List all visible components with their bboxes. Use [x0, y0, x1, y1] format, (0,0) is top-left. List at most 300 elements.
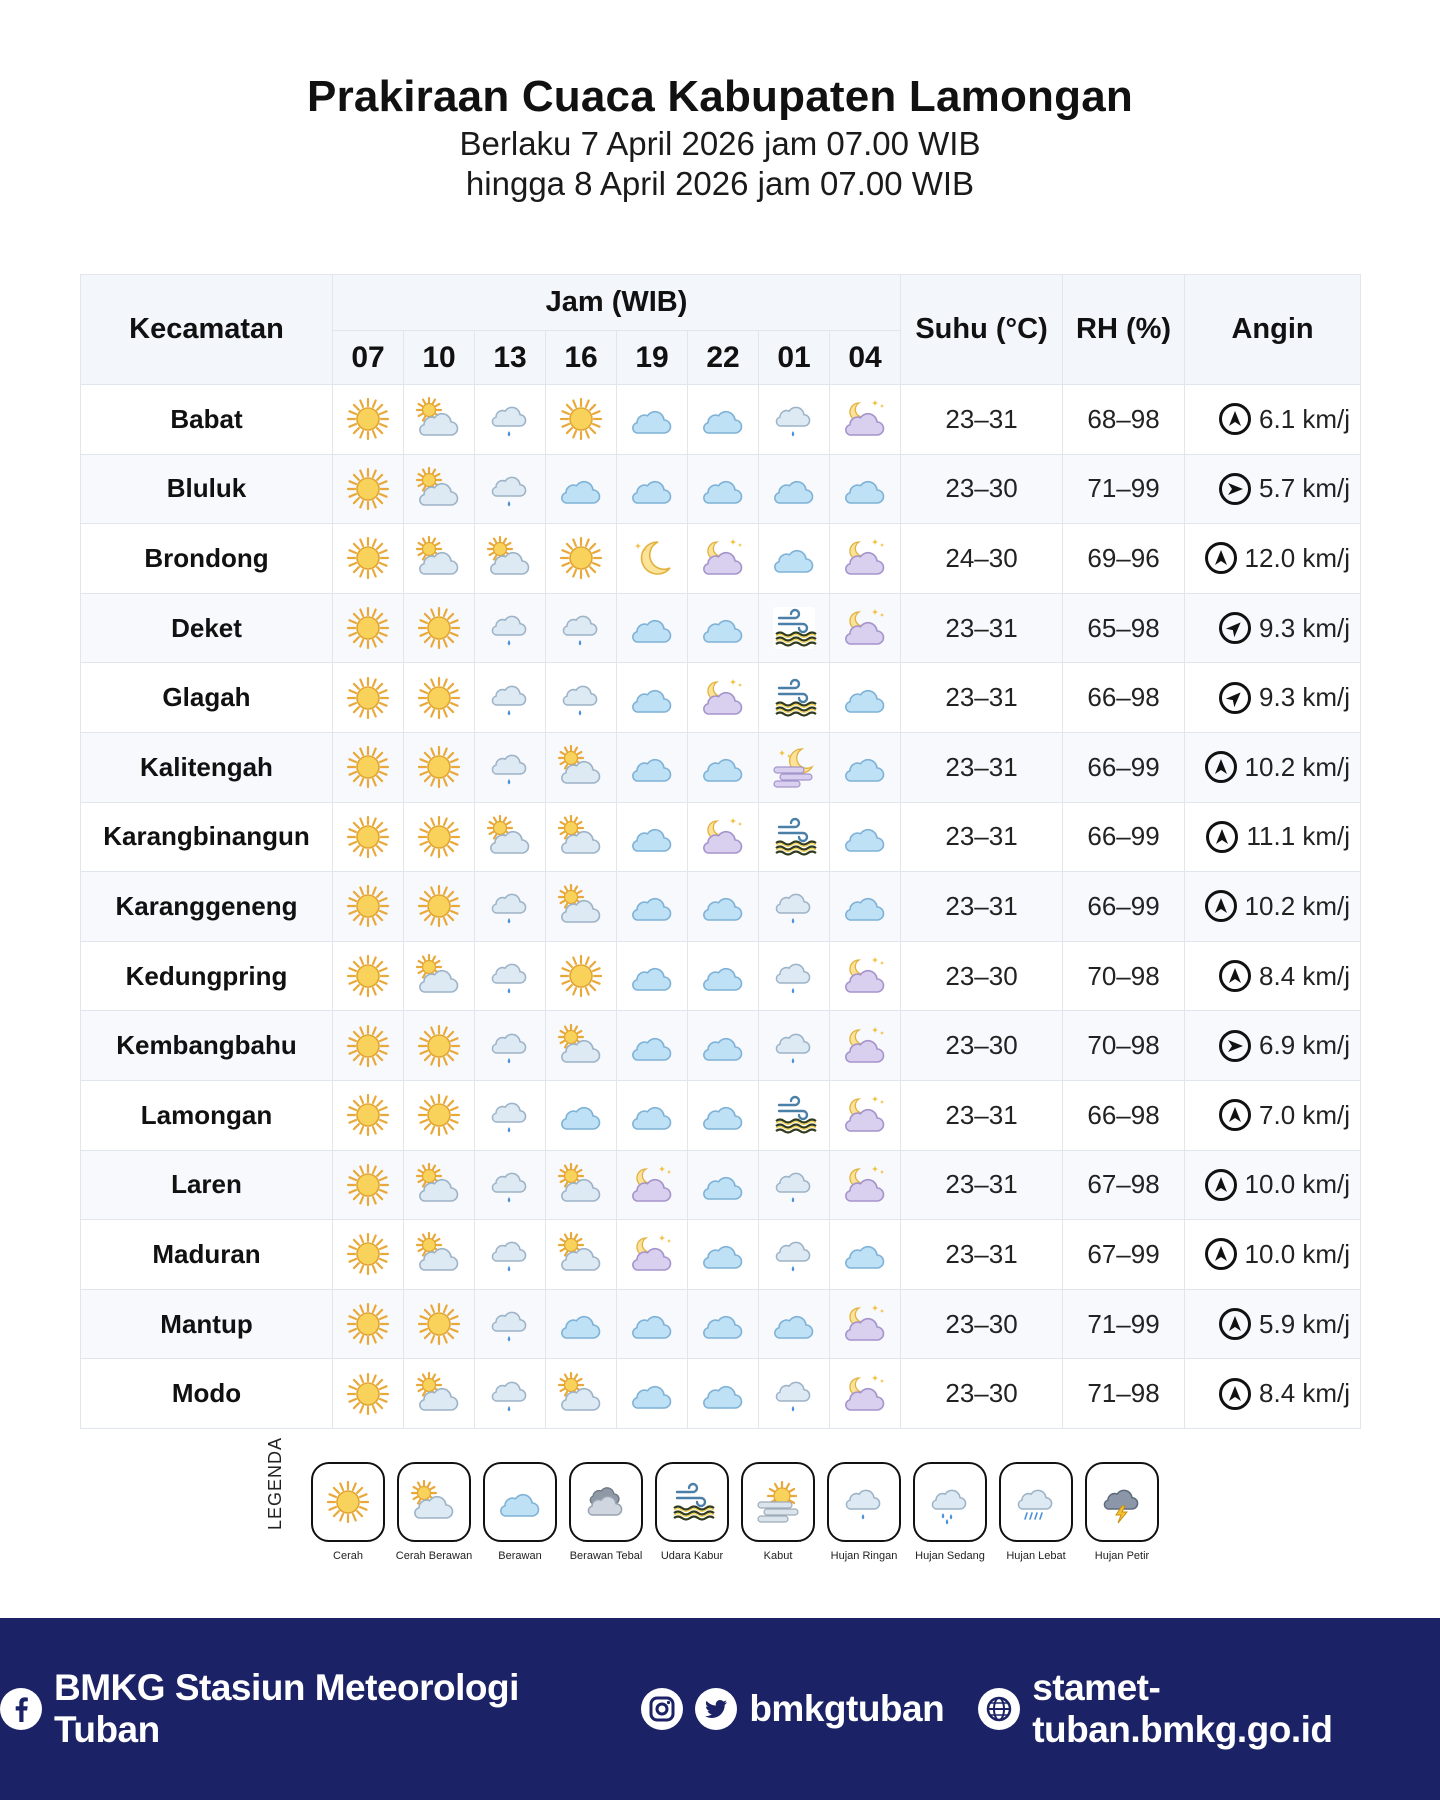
weather-cell [759, 524, 830, 594]
footer-facebook[interactable] [0, 1667, 607, 1751]
weather-cell [546, 1080, 617, 1150]
weather-cell [617, 1359, 688, 1429]
cloudy-icon [483, 1462, 557, 1542]
temperature-range: 23–31 [901, 1150, 1063, 1220]
light-rain-icon [475, 1230, 545, 1278]
wind-speed: 9.3 km/j [1259, 682, 1351, 713]
cloudy-icon [830, 882, 900, 930]
overcast-icon [569, 1462, 643, 1542]
table-row [81, 1359, 1361, 1429]
social-handle: bmkgtuban [749, 1688, 945, 1729]
wind-cell [1185, 1080, 1361, 1150]
weather-cell [688, 941, 759, 1011]
weather-cell [546, 1359, 617, 1429]
cloudy-icon [759, 465, 829, 513]
night-fog-icon [759, 743, 829, 791]
table-row [81, 1011, 1361, 1081]
weather-cell [475, 802, 546, 872]
website-url: stamet-tuban.bmkg.go.id [1032, 1667, 1333, 1750]
humidity-range: 71–99 [1063, 1289, 1185, 1359]
legend-label: Kabut [763, 1550, 793, 1562]
cloudy-night-icon [830, 604, 900, 652]
humidity-range: 66–99 [1063, 802, 1185, 872]
weather-cell [759, 1011, 830, 1081]
weather-cell [404, 385, 475, 455]
weather-cell [617, 732, 688, 802]
temperature-range: 23–30 [901, 454, 1063, 524]
cloudy-night-icon [830, 952, 900, 1000]
header-jam: Jam (WIB) [333, 275, 901, 331]
kecamatan-name: Bluluk [81, 454, 333, 524]
validity-end: hingga 8 April 2026 jam 07.00 WIB [465, 165, 975, 202]
wind-cell [1185, 1289, 1361, 1359]
partly-cloudy-icon [475, 813, 545, 861]
partly-cloudy-icon [404, 1161, 474, 1209]
weather-cell [830, 1289, 901, 1359]
weather-cell [617, 1220, 688, 1290]
sunny-icon [333, 465, 403, 513]
forecast-table [80, 274, 1361, 1429]
legend-item [311, 1462, 385, 1562]
weather-cell [546, 941, 617, 1011]
weather-cell [759, 732, 830, 802]
weather-cell [688, 1289, 759, 1359]
weather-cell [688, 1080, 759, 1150]
thunderstorm-icon [1085, 1462, 1159, 1542]
humidity-range: 66–99 [1063, 872, 1185, 942]
cloudy-night-icon [830, 1091, 900, 1139]
weather-cell [475, 593, 546, 663]
legend-label: Berawan [498, 1550, 542, 1562]
cloudy-night-icon [617, 1230, 687, 1278]
legend-label: Cerah Berawan [395, 1550, 473, 1562]
partly-cloudy-icon [404, 465, 474, 513]
weather-cell [617, 454, 688, 524]
cloudy-icon [617, 743, 687, 791]
sunny-icon [333, 743, 403, 791]
sunny-icon [404, 604, 474, 652]
header-rh: RH (%) [1063, 275, 1185, 385]
haze-icon [759, 1091, 829, 1139]
humidity-range: 71–99 [1063, 454, 1185, 524]
wind-cell [1185, 385, 1361, 455]
wind-direction-icon [1219, 612, 1251, 644]
kecamatan-name: Glagah [81, 663, 333, 733]
sunny-icon [404, 1022, 474, 1070]
sunny-icon [333, 882, 403, 930]
weather-cell [333, 802, 404, 872]
cloudy-icon [617, 674, 687, 722]
temperature-range: 23–30 [901, 1289, 1063, 1359]
heavy-rain-icon [999, 1462, 1073, 1542]
weather-cell [404, 1080, 475, 1150]
weather-cell [333, 1080, 404, 1150]
cloudy-night-icon [688, 813, 758, 861]
weather-cell [617, 1150, 688, 1220]
light-rain-icon [475, 465, 545, 513]
weather-cell [404, 941, 475, 1011]
wind-speed: 11.1 km/j [1246, 821, 1351, 852]
humidity-range: 67–98 [1063, 1150, 1185, 1220]
cloudy-icon [617, 395, 687, 443]
weather-cell [759, 872, 830, 942]
temperature-range: 23–30 [901, 1011, 1063, 1081]
weather-cell [333, 732, 404, 802]
cloudy-night-icon [830, 1300, 900, 1348]
cloudy-night-icon [830, 1022, 900, 1070]
weather-cell [475, 454, 546, 524]
cloudy-night-icon [830, 1161, 900, 1209]
wind-speed: 10.2 km/j [1244, 751, 1351, 782]
weather-cell [617, 1080, 688, 1150]
cloudy-icon [830, 674, 900, 722]
wind-direction-icon [1205, 751, 1237, 783]
light-rain-icon [759, 882, 829, 930]
partly-cloudy-icon [546, 743, 616, 791]
hour-header: 10 [404, 331, 475, 385]
weather-cell [546, 1150, 617, 1220]
footer-website[interactable] [978, 1667, 1440, 1751]
wind-cell [1185, 1011, 1361, 1081]
temperature-range: 23–30 [901, 1359, 1063, 1429]
hour-header: 04 [830, 331, 901, 385]
weather-cell [759, 802, 830, 872]
light-rain-icon [827, 1462, 901, 1542]
cloudy-icon [617, 1370, 687, 1418]
weather-cell [759, 1080, 830, 1150]
humidity-range: 69–96 [1063, 524, 1185, 594]
weather-cell [830, 1080, 901, 1150]
weather-cell [404, 593, 475, 663]
twitter-icon [695, 1688, 737, 1730]
weather-cell [546, 802, 617, 872]
legend-item [741, 1462, 815, 1562]
weather-cell [617, 524, 688, 594]
partly-cloudy-icon [546, 1370, 616, 1418]
light-rain-icon [759, 952, 829, 1000]
wind-direction-icon [1206, 821, 1238, 853]
kecamatan-name: Brondong [81, 524, 333, 594]
light-rain-icon [475, 1161, 545, 1209]
light-rain-icon [475, 1300, 545, 1348]
wind-speed: 9.3 km/j [1259, 612, 1351, 643]
cloudy-icon [688, 395, 758, 443]
sunny-icon [404, 674, 474, 722]
weather-cell [688, 1150, 759, 1220]
partly-cloudy-icon [546, 1161, 616, 1209]
wind-speed: 6.1 km/j [1259, 403, 1351, 434]
weather-cell [830, 1011, 901, 1081]
temperature-range: 23–31 [901, 872, 1063, 942]
legend-item [397, 1462, 471, 1562]
temperature-range: 23–31 [901, 1220, 1063, 1290]
kecamatan-name: Babat [81, 385, 333, 455]
light-rain-icon [475, 604, 545, 652]
weather-cell [475, 872, 546, 942]
wind-cell [1185, 663, 1361, 733]
kecamatan-name: Kedungpring [81, 941, 333, 1011]
light-rain-icon [759, 1161, 829, 1209]
weather-cell [404, 802, 475, 872]
wind-direction-icon [1205, 542, 1237, 574]
cloudy-icon [688, 952, 758, 1000]
weather-cell [333, 663, 404, 733]
cloudy-icon [617, 604, 687, 652]
humidity-range: 71–98 [1063, 1359, 1185, 1429]
weather-cell [688, 1220, 759, 1290]
weather-cell [404, 454, 475, 524]
sunny-icon [404, 882, 474, 930]
weather-cell [546, 732, 617, 802]
weather-cell [333, 1011, 404, 1081]
weather-cell [830, 1150, 901, 1220]
humidity-range: 68–98 [1063, 385, 1185, 455]
cloudy-icon [759, 1300, 829, 1348]
weather-cell [333, 1150, 404, 1220]
cloudy-icon [688, 1300, 758, 1348]
header-kecamatan: Kecamatan [81, 275, 333, 385]
weather-cell [333, 1220, 404, 1290]
cloudy-icon [617, 1022, 687, 1070]
weather-cell [475, 1011, 546, 1081]
clear-night-icon [617, 534, 687, 582]
legend-item [655, 1462, 729, 1562]
weather-cell [333, 524, 404, 594]
weather-cell [475, 732, 546, 802]
weather-cell [617, 385, 688, 455]
table-row [81, 454, 1361, 524]
sunny-icon [333, 1230, 403, 1278]
wind-direction-icon [1219, 1030, 1251, 1062]
wind-cell [1185, 1220, 1361, 1290]
weather-cell [830, 941, 901, 1011]
light-rain-icon [475, 1370, 545, 1418]
legend-title: LEGENDA [265, 1436, 285, 1530]
partly-cloudy-icon [546, 1230, 616, 1278]
kecamatan-name: Maduran [81, 1220, 333, 1290]
table-row [81, 1289, 1361, 1359]
weather-cell [688, 385, 759, 455]
temperature-range: 23–31 [901, 1080, 1063, 1150]
partly-cloudy-icon [546, 1022, 616, 1070]
weather-cell [404, 663, 475, 733]
wind-direction-icon [1219, 1378, 1251, 1410]
cloudy-icon [617, 952, 687, 1000]
temperature-range: 23–30 [901, 941, 1063, 1011]
weather-cell [759, 663, 830, 733]
validity-start: Berlaku 7 April 2026 jam 07.00 WIB [459, 125, 981, 162]
wind-direction-icon [1205, 1169, 1237, 1201]
weather-cell [830, 732, 901, 802]
weather-cell [546, 1289, 617, 1359]
legend-item [827, 1462, 901, 1562]
weather-cell [688, 732, 759, 802]
legend-label: Udara Kabur [660, 1550, 724, 1562]
weather-cell [617, 1289, 688, 1359]
kecamatan-name: Laren [81, 1150, 333, 1220]
partly-cloudy-icon [404, 395, 474, 443]
light-rain-icon [475, 395, 545, 443]
haze-icon [759, 674, 829, 722]
sunny-icon [546, 952, 616, 1000]
cloudy-icon [546, 1300, 616, 1348]
weather-cell [830, 524, 901, 594]
weather-cell [830, 385, 901, 455]
cloudy-icon [617, 465, 687, 513]
sunny-icon [333, 1091, 403, 1139]
cloudy-icon [759, 534, 829, 582]
wind-speed: 6.9 km/j [1259, 1030, 1351, 1061]
cloudy-icon [546, 1091, 616, 1139]
humidity-range: 70–98 [1063, 1011, 1185, 1081]
legend-label: Hujan Sedang [915, 1550, 985, 1562]
weather-cell [759, 385, 830, 455]
fog-icon [741, 1462, 815, 1542]
hour-header: 16 [546, 331, 617, 385]
light-rain-icon [759, 1022, 829, 1070]
cloudy-icon [688, 743, 758, 791]
kecamatan-name: Modo [81, 1359, 333, 1429]
cloudy-icon [688, 604, 758, 652]
weather-cell [404, 1011, 475, 1081]
wind-direction-icon [1219, 682, 1251, 714]
legend-items [311, 1462, 1159, 1562]
light-rain-icon [546, 604, 616, 652]
partly-cloudy-icon [397, 1462, 471, 1542]
weather-cell [830, 454, 901, 524]
weather-cell [830, 593, 901, 663]
weather-cell [759, 1359, 830, 1429]
weather-cell [830, 872, 901, 942]
weather-cell [404, 524, 475, 594]
sunny-icon [333, 952, 403, 1000]
legend-item [569, 1462, 643, 1562]
weather-cell [688, 524, 759, 594]
partly-cloudy-icon [404, 534, 474, 582]
sunny-icon [546, 395, 616, 443]
cloudy-icon [617, 1091, 687, 1139]
weather-cell [617, 872, 688, 942]
weather-cell [830, 1220, 901, 1290]
wind-cell [1185, 593, 1361, 663]
weather-cell [333, 1289, 404, 1359]
hour-header: 07 [333, 331, 404, 385]
cloudy-icon [688, 1022, 758, 1070]
table-row [81, 872, 1361, 942]
weather-cell [688, 1359, 759, 1429]
cloudy-icon [830, 465, 900, 513]
light-rain-icon [759, 395, 829, 443]
sunny-icon [333, 1300, 403, 1348]
cloudy-icon [830, 813, 900, 861]
haze-icon [759, 604, 829, 652]
sunny-icon [404, 813, 474, 861]
wind-speed: 10.0 km/j [1244, 1169, 1351, 1200]
temperature-range: 23–31 [901, 593, 1063, 663]
weather-cell [333, 593, 404, 663]
sunny-icon [333, 604, 403, 652]
light-rain-icon [475, 952, 545, 1000]
sunny-icon [333, 1022, 403, 1070]
weather-cell [617, 941, 688, 1011]
hour-header: 22 [688, 331, 759, 385]
wind-direction-icon [1219, 1308, 1251, 1340]
table-row [81, 1220, 1361, 1290]
sunny-icon [311, 1462, 385, 1542]
light-rain-icon [546, 674, 616, 722]
cloudy-icon [617, 882, 687, 930]
kecamatan-name: Lamongan [81, 1080, 333, 1150]
kecamatan-name: Karangbinangun [81, 802, 333, 872]
weather-cell [475, 524, 546, 594]
weather-cell [404, 1220, 475, 1290]
cloudy-icon [688, 465, 758, 513]
wind-speed: 8.4 km/j [1259, 1378, 1351, 1409]
cloudy-icon [688, 882, 758, 930]
cloudy-icon [688, 1370, 758, 1418]
humidity-range: 66–98 [1063, 1080, 1185, 1150]
table-row [81, 1150, 1361, 1220]
legend-label: Hujan Lebat [1006, 1550, 1066, 1562]
light-rain-icon [475, 743, 545, 791]
weather-cell [688, 1011, 759, 1081]
sunny-icon [404, 1300, 474, 1348]
facebook-icon [0, 1688, 42, 1730]
weather-cell [333, 1359, 404, 1429]
weather-cell [475, 385, 546, 455]
wind-speed: 8.4 km/j [1259, 960, 1351, 991]
wind-speed: 5.9 km/j [1259, 1308, 1351, 1339]
wind-cell [1185, 1150, 1361, 1220]
table-row [81, 663, 1361, 733]
wind-direction-icon [1205, 1238, 1237, 1270]
wind-speed: 12.0 km/j [1244, 542, 1351, 573]
wind-speed: 10.2 km/j [1244, 890, 1351, 921]
legend-item [913, 1462, 987, 1562]
legend-label: Cerah [333, 1550, 363, 1562]
wind-cell [1185, 732, 1361, 802]
instagram-icon [641, 1688, 683, 1730]
footer [0, 1618, 1440, 1800]
sunny-icon [333, 534, 403, 582]
cloudy-icon [830, 1230, 900, 1278]
sunny-icon [333, 1370, 403, 1418]
weather-cell [475, 1289, 546, 1359]
footer-social[interactable] [641, 1688, 944, 1730]
weather-cell [546, 663, 617, 733]
weather-cell [475, 1220, 546, 1290]
weather-cell [688, 593, 759, 663]
wind-speed: 10.0 km/j [1244, 1238, 1351, 1269]
legend-label: Hujan Ringan [830, 1550, 898, 1562]
cloudy-icon [617, 813, 687, 861]
weather-cell [688, 454, 759, 524]
cloudy-night-icon [830, 534, 900, 582]
weather-cell [617, 663, 688, 733]
weather-cell [475, 941, 546, 1011]
kecamatan-name: Kembangbahu [81, 1011, 333, 1081]
temperature-range: 23–31 [901, 663, 1063, 733]
weather-cell [475, 1359, 546, 1429]
cloudy-icon [617, 1300, 687, 1348]
table-row [81, 732, 1361, 802]
wind-cell [1185, 941, 1361, 1011]
haze-icon [759, 813, 829, 861]
weather-cell [404, 872, 475, 942]
humidity-range: 66–99 [1063, 732, 1185, 802]
light-rain-icon [759, 1230, 829, 1278]
weather-cell [546, 1220, 617, 1290]
